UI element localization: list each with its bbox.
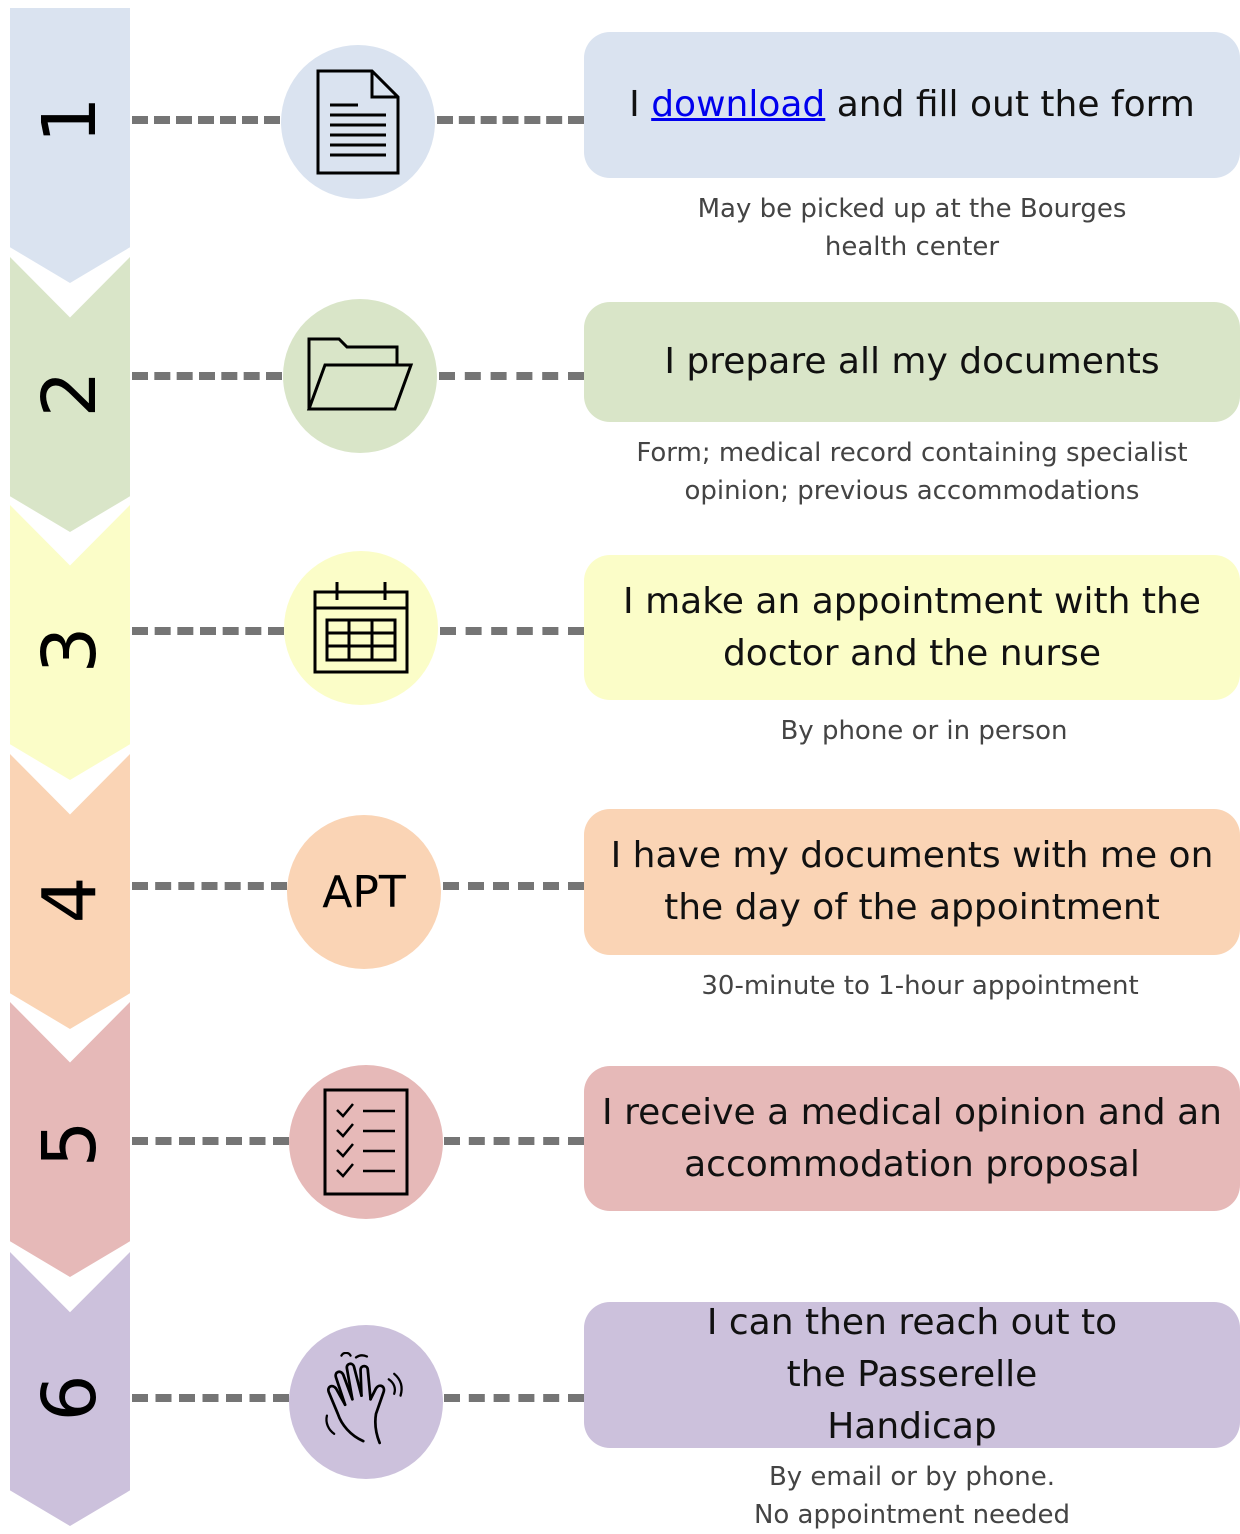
step-2-connector-right — [439, 372, 584, 380]
step-3-connector-right — [440, 627, 584, 635]
step-6-subtitle — [584, 1458, 1240, 1534]
step-2-title-box: I prepare all my documents — [584, 302, 1240, 422]
step-6-number: 6 — [27, 1374, 113, 1422]
step-6-icon-circle — [289, 1325, 443, 1479]
step-3-title-box: I make an appointment with the doctor and the nurse — [584, 555, 1240, 700]
document-icon — [310, 67, 406, 177]
step-4-connector-right — [443, 882, 584, 890]
step-5-connector-left — [132, 1137, 289, 1145]
step-5-icon-circle — [289, 1065, 443, 1219]
step-3-number: 3 — [27, 626, 113, 674]
step-6-connector-left — [132, 1394, 289, 1402]
step-2-subtitle: Form; medical record containing specialist opinion; previous accommodations — [636, 438, 1188, 506]
step-2-connector-left — [132, 372, 282, 380]
step-6-title-box: I can then reach out to the Passerelle Handicap — [584, 1302, 1240, 1448]
step-1-title-pre: I — [629, 84, 652, 125]
calendar-icon — [311, 580, 411, 676]
download-link[interactable]: download — [651, 84, 826, 125]
step-5-number: 5 — [27, 1120, 113, 1168]
waving-hand-icon — [316, 1352, 416, 1452]
step-3-icon-circle — [284, 551, 438, 705]
step-1-subtitle: May be picked up at the Bourges health center — [697, 194, 1127, 262]
step-1-title-post: and fill out the form — [825, 84, 1195, 125]
step-6-connector-right — [444, 1394, 584, 1402]
checklist-icon — [321, 1086, 411, 1198]
step-1-connector-left — [132, 116, 280, 124]
step-5-connector-right — [444, 1137, 584, 1145]
step-4-title-box: I have my documents with me on the day of the appointment — [584, 809, 1240, 955]
step-4-subtitle: 30-minute to 1-hour appointment — [701, 971, 1139, 1001]
step-1-title — [629, 79, 1195, 131]
step-3-subtitle: By phone or in person — [780, 716, 1068, 746]
step-1-icon-circle — [281, 45, 435, 199]
step-4-icon-circle — [287, 815, 441, 969]
step-4-number: 4 — [27, 876, 113, 924]
step-3-connector-left — [132, 627, 284, 635]
step-4-connector-left — [132, 882, 287, 890]
step-2-number: 2 — [27, 370, 113, 418]
folder-icon — [305, 331, 415, 421]
step-1-number: 1 — [27, 96, 113, 144]
step-1-title-box — [584, 32, 1240, 178]
step-6-subtitle-line-1: By email or by phone. — [768, 1462, 1056, 1492]
step-1-connector-right — [437, 116, 584, 124]
step-2-icon-circle — [283, 299, 437, 453]
apt-label: APT — [322, 866, 406, 918]
step-6-subtitle-line-2: No appointment needed — [753, 1500, 1071, 1530]
step-5-title-box: I receive a medical opinion and an accommodation proposal — [584, 1066, 1240, 1211]
